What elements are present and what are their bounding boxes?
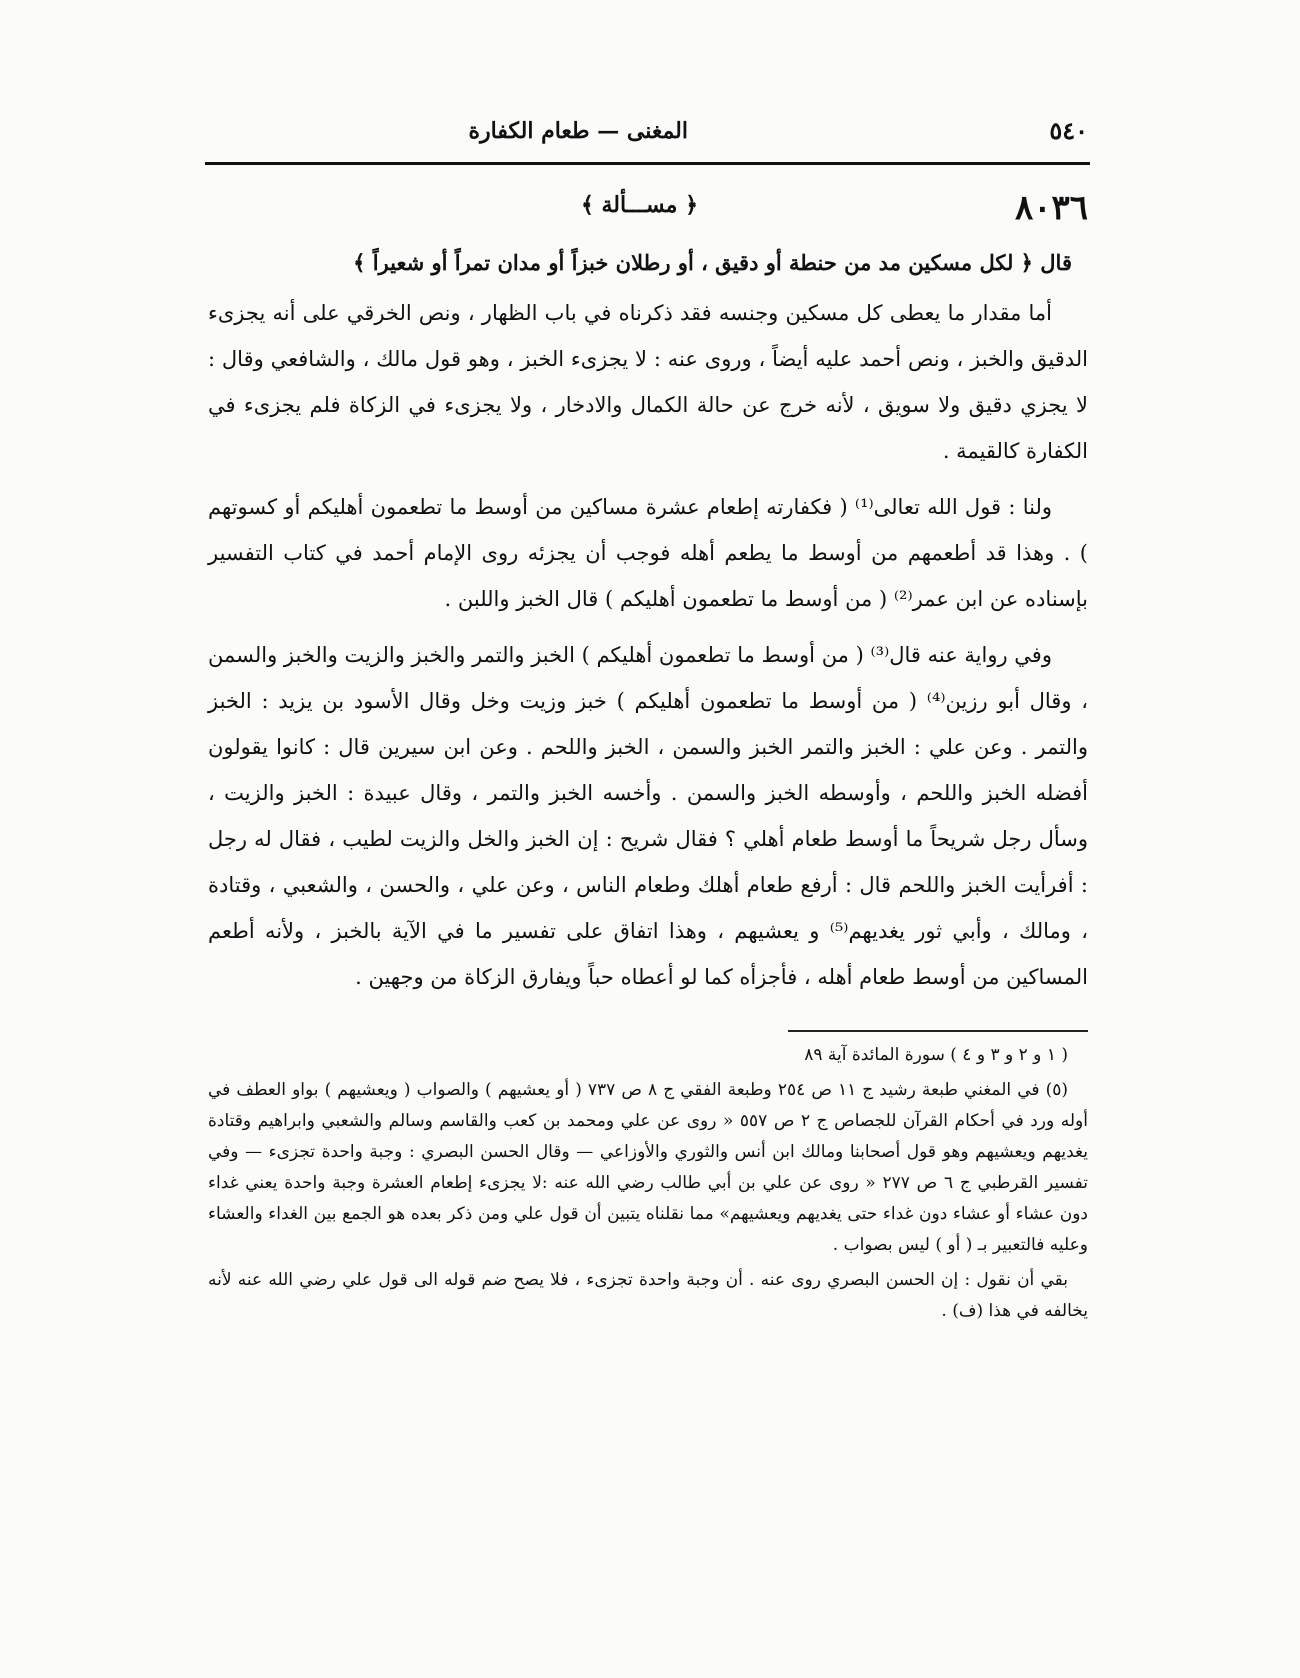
main-text xyxy=(208,240,1088,1010)
page-header xyxy=(208,112,1088,152)
footnote-remark: بقي أن نقول : إن الحسن البصري روى عنه . أن وجبة واحدة تجزىء ، فلا يصح ضم قوله الى قول علي رضي الله عنه لأنه يخالفه في هذا (ف) . xyxy=(208,1270,1088,1321)
issue-number: ٨٠٣٦ xyxy=(1014,188,1088,228)
header-rule xyxy=(205,162,1090,165)
issue-heading-row xyxy=(208,188,1088,234)
footnote-1-4: ( ١ و ٢ و ٣ و ٤ ) سورة المائدة آية ٨٩ xyxy=(804,1045,1068,1065)
paragraph-1: أما مقدار ما يعطى كل مسكين وجنسه فقد ذكرناه في باب الظهار ، ونص الخرقي على أنه يجزىء الدقيق والخبز ، ونص أحمد عليه أيضاً ، وروى عنه : لا يجزىء الخبز ، وهو قول مالك ، والشافعي وقال : لا يجزي دقيق ولا سويق ، لأنه خرج عن حالة الكمال والادخار ، ولا يجزىء في الزكاة فلم يجزىء في الكفارة كالقيمة . xyxy=(208,301,1088,463)
issue-heading: ﴿ مســـألة ﴾ xyxy=(580,192,698,218)
footnotes xyxy=(208,1040,1088,1331)
footnote-rule xyxy=(788,1030,1088,1032)
paragraph-3: وفي رواية عنه قال⁽³⁾ ( من أوسط ما تطعمون أهليكم ) الخبز والتمر والخبز والزيت والخبز والسمن ، وقال أبو رزين⁽⁴⁾ ( من أوسط ما تطعمون أهليكم ) خبز وزيت وخل وقال الأسود بن يزيد : الخبز والتمر . وعن علي : الخبز والتمر الخبز والسمن ، الخبز واللحم . وعن ابن سيرين قال : كانوا يقولون أفضله الخبز واللحم ، وأوسطه الخبز والسمن . وأخسه الخبز والتمر ، وقال عبيدة : الخبز والزيت ، وسأل رجل شريحاً ما أوسط طعام أهلي ؟ فقال شريح : إن الخبز والخل والزيت لطيب ، فقال له رجل : أفرأيت الخبز واللحم قال : أرفع طعام أهلك وطعام الناس ، وعن علي ، والحسن ، والشعبي ، وقتادة ، ومالك ، وأبي ثور يغديهم⁽⁵⁾ و يعشيهم ، وهذا اتفاق على تفسير ما في الآية بالخبز ، ولأنه أطعم المساكين من أوسط طعام أهله ، فأجزأه كما لو أعطاه حباً ويفارق الزكاة من وجهين . xyxy=(208,643,1088,989)
footnote-5: (٥) في المغني طبعة رشيد ج ١١ ص ٢٥٤ وطبعة الفقي ج ٨ ص ٧٣٧ ( أو يعشيهم ) والصواب ( ويعشيهم ) بواو العطف في أوله ورد في أحكام القرآن للجصاص ج ٢ ص ٥٥٧ « روى عن علي ومحمد بن كعب والقاسم وسالم والشعبي وابراهيم وقتادة يغديهم ويعشيهم وهو قول أصحابنا ومالك ابن أنس والثوري والأوزاعي — وقال الحسن البصري : وجبة واحدة تجزىء — وفي تفسير القرطبي ج ٦ ص ٢٧٧ « روى عن علي بن أبي طالب رضي الله عنه :لا يجزىء إطعام العشرة وجبة واحدة يعني غداء دون عشاء أو عشاء دون غداء حتى يغديهم ويعشيهم» مما نقلناه يتبين أن قول علي ومن ذكر بعده هو الجمع بين الغداء والعشاء وعليه فالتعبير بـ ( أو ) ليس بصواب . xyxy=(208,1080,1088,1255)
paragraph-2: ولنا : قول الله تعالى⁽¹⁾ ( فكفارته إطعام عشرة مساكين من أوسط ما تطعمون أهليكم أو كسوتهم ) . وهذا قد أطعمهم من أوسط ما يطعم أهله فوجب أن يجزئه روى الإمام أحمد في كتاب التفسير بإسناده عن ابن عمر⁽²⁾ ( من أوسط ما تطعمون أهليكم ) قال الخبز واللبن . xyxy=(208,495,1088,611)
quoted-text: قال ﴿ لكل مسكين مد من حنطة أو دقيق ، أو رطلان خبزاً أو مدان تمراً أو شعيراً ﴾ xyxy=(353,250,1072,275)
page-number: ٥٤٠ xyxy=(1049,116,1088,145)
running-title: المغنى — طعام الكفارة xyxy=(468,118,688,144)
